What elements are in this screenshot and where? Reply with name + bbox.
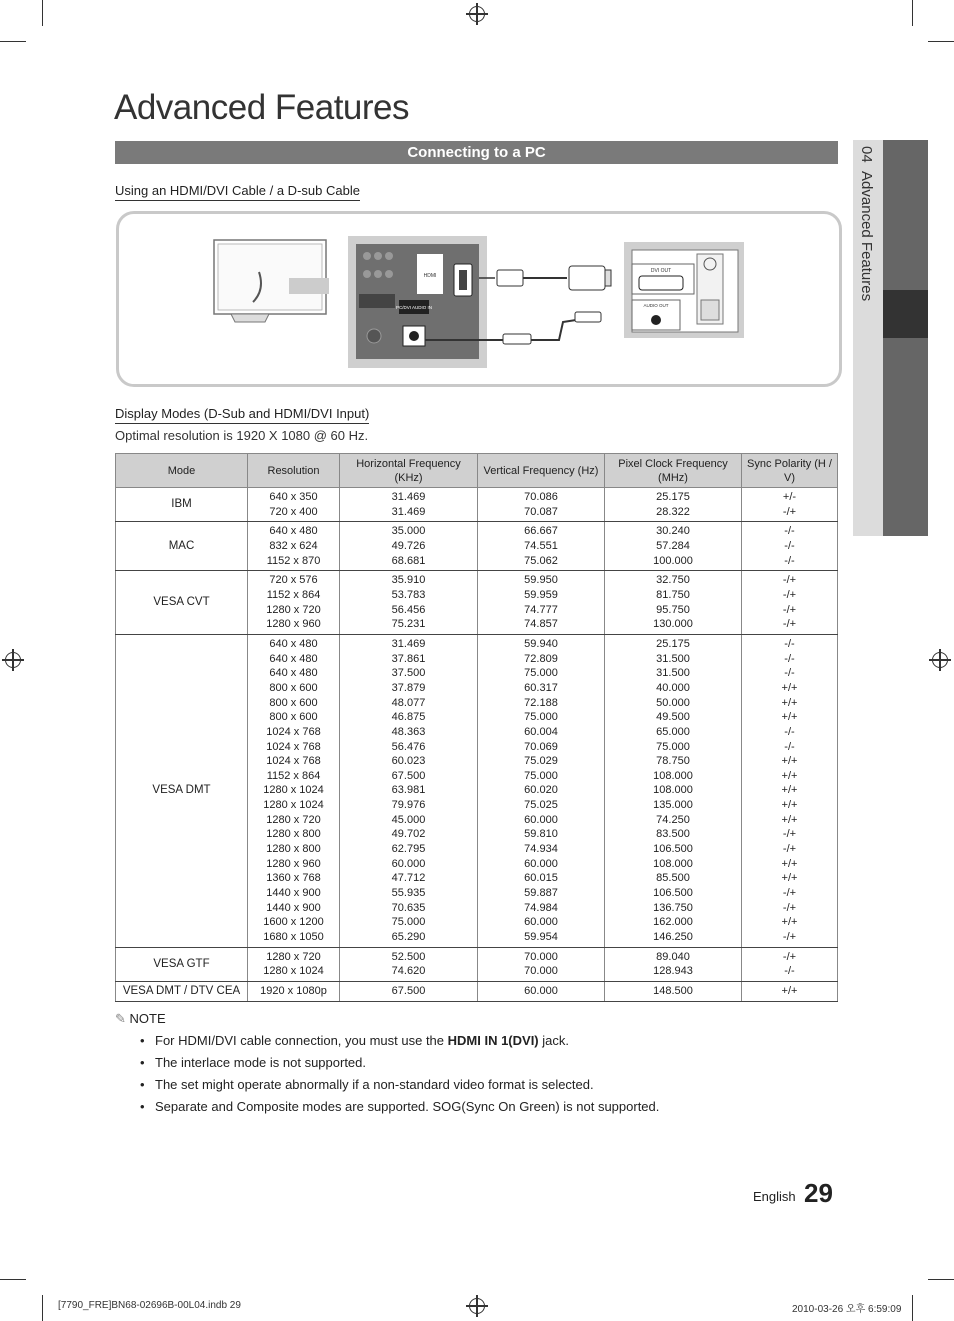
cell-value: 59.940	[524, 637, 558, 650]
cell-value: 1024 x 768	[266, 755, 321, 768]
cell-value: 1280 x 720	[266, 813, 321, 826]
table-row	[116, 522, 838, 571]
cell-value: -/+	[782, 618, 797, 631]
side-tab-number: 04	[858, 146, 875, 163]
cell-value: 1280 x 960	[266, 857, 321, 870]
cell-value: 640 x 480	[269, 667, 318, 680]
cell-value: 49.500	[656, 711, 690, 724]
cell-value: -/-	[784, 965, 795, 978]
cell-value: 70.086	[524, 491, 558, 503]
pc-audio-out-label: AUDIO OUT	[643, 303, 669, 308]
cell-value: 60.317	[524, 681, 558, 694]
crop-mark	[928, 1279, 954, 1280]
cell-value: 1680 x 1050	[263, 931, 324, 944]
pencil-icon: ✎	[115, 1011, 126, 1026]
mode-cell: VESA DMT	[116, 634, 248, 947]
cell-value: -/+	[782, 901, 797, 914]
cell-value: +/+	[781, 916, 798, 929]
note-item: • Separate and Composite modes are supported. SOG(Sync On Green) is not supported.	[140, 1098, 659, 1120]
vertical-frequency-cell	[478, 634, 605, 947]
mode-cell: MAC	[116, 522, 248, 571]
cell-value: +/+	[781, 755, 798, 768]
cell-value: 75.000	[524, 711, 558, 724]
cell-value: 640 x 480	[269, 525, 318, 538]
subheading-display-modes: Display Modes (D-Sub and HDMI/DVI Input)	[115, 406, 369, 424]
note-heading	[115, 1011, 166, 1027]
table-row	[116, 982, 838, 1002]
cell-value: -/+	[782, 931, 797, 944]
cell-value: 59.950	[524, 574, 558, 587]
table-row	[116, 947, 838, 981]
cell-value: +/+	[781, 696, 798, 709]
cell-value: 67.500	[391, 769, 426, 782]
header-vertical-frequency: Vertical Frequency (Hz)	[478, 454, 605, 488]
table-header-row	[116, 454, 838, 488]
cell-value: +/+	[781, 872, 798, 885]
table-row	[116, 571, 838, 635]
cell-value: 60.000	[524, 813, 558, 826]
cell-value: 66.667	[524, 525, 558, 538]
cell-value: 62.795	[391, 843, 426, 856]
cell-value: 75.029	[524, 755, 558, 768]
cell-value: 56.476	[391, 740, 426, 753]
cell-value: 31.469	[391, 637, 426, 650]
mode-cell: IBM	[116, 488, 248, 522]
cell-value: 800 x 600	[269, 696, 318, 709]
cell-value: 57.284	[656, 539, 690, 552]
section-title-bar: Connecting to a PC	[115, 141, 838, 164]
cell-value: 78.750	[656, 755, 690, 768]
vertical-frequency-cell	[478, 947, 605, 981]
cell-value: -/-	[784, 525, 795, 538]
cell-value: 83.500	[656, 828, 690, 841]
cell-value: 70.000	[524, 950, 558, 963]
cell-value: 32.750	[656, 574, 690, 587]
cell-value: 47.712	[391, 872, 426, 885]
cell-value: 60.004	[524, 725, 558, 738]
cell-value: +/+	[781, 681, 798, 694]
cell-value: +/+	[781, 769, 798, 782]
cell-value: -/+	[782, 505, 797, 518]
cell-value: -/-	[784, 539, 795, 552]
cell-value: 37.879	[391, 681, 426, 694]
cell-value: 60.000	[391, 857, 426, 870]
cell-value: 50.000	[656, 696, 690, 709]
cell-value: 75.000	[524, 667, 558, 680]
crop-mark	[912, 0, 913, 26]
cell-value: 60.000	[524, 857, 558, 870]
cell-value: 100.000	[653, 554, 693, 567]
cell-value: 37.861	[391, 652, 426, 665]
cell-value: 75.062	[524, 554, 558, 567]
subheading-cable: Using an HDMI/DVI Cable / a D-sub Cable	[115, 183, 360, 201]
cell-value: +/-	[782, 491, 797, 503]
cell-value: 1280 x 800	[266, 828, 321, 841]
crop-mark	[42, 0, 43, 26]
cell-value: -/+	[782, 843, 797, 856]
cell-value: 25.175	[656, 637, 690, 650]
sync-polarity-cell	[742, 571, 838, 635]
cell-value: 1440 x 900	[266, 901, 321, 914]
table-body	[116, 488, 838, 1002]
cell-value: 1280 x 720	[266, 950, 321, 963]
pc-dvi-out-label: DVI OUT	[650, 268, 672, 274]
cell-value: 128.943	[653, 965, 693, 978]
header-pixel-clock: Pixel Clock Frequency (MHz)	[605, 454, 742, 488]
pixel-clock-cell	[605, 634, 742, 947]
cell-value: 35.000	[391, 525, 426, 538]
cell-value: 106.500	[653, 843, 693, 856]
cell-value: 1152 x 870	[266, 554, 321, 567]
cell-value: 1360 x 768	[266, 872, 321, 885]
cell-value: 37.500	[391, 667, 426, 680]
cell-value: 31.500	[656, 667, 690, 680]
cell-value: -/+	[782, 588, 797, 601]
tv-icon	[214, 240, 329, 322]
horizontal-frequency-cell	[340, 488, 478, 522]
cell-value: 81.750	[656, 588, 690, 601]
cell-value: 59.954	[524, 931, 558, 944]
cell-value: 25.175	[656, 491, 690, 503]
note-item: • The set might operate abnormally if a non-standard video format is selected.	[140, 1076, 659, 1098]
crop-mark	[928, 41, 954, 42]
cell-value: 74.857	[524, 618, 558, 631]
cell-value: 1024 x 768	[266, 740, 321, 753]
cell-value: 31.500	[656, 652, 690, 665]
display-modes-table	[115, 453, 838, 1002]
cell-value: -/+	[782, 950, 797, 963]
cell-value: 162.000	[653, 916, 693, 929]
vertical-frequency-cell	[478, 571, 605, 635]
cell-value: 74.250	[656, 813, 690, 826]
cell-value: -/-	[784, 652, 795, 665]
cell-value: 52.500	[391, 950, 426, 963]
cell-value: 60.000	[524, 916, 558, 929]
cell-value: 1280 x 1024	[263, 784, 324, 797]
cell-value: -/-	[784, 725, 795, 738]
cell-value: 1024 x 768	[266, 725, 321, 738]
header-mode: Mode	[116, 454, 248, 488]
cell-value: 49.726	[391, 539, 426, 552]
cell-value: +/+	[781, 799, 798, 812]
header-horizontal-frequency: Horizontal Frequency (KHz)	[340, 454, 478, 488]
pc-icon	[624, 242, 744, 338]
mode-cell: VESA GTF	[116, 947, 248, 981]
cell-value: -/-	[784, 637, 795, 650]
pixel-clock-cell	[605, 982, 742, 1002]
resolution-cell	[248, 982, 340, 1002]
cell-value: 46.875	[391, 711, 426, 724]
horizontal-frequency-cell	[340, 982, 478, 1002]
cell-value: -/+	[782, 603, 797, 616]
horizontal-frequency-cell	[340, 634, 478, 947]
registration-mark-icon	[469, 1298, 485, 1314]
cell-value: 74.934	[524, 843, 558, 856]
cell-value: 68.681	[391, 554, 426, 567]
cell-value: 832 x 624	[269, 539, 318, 552]
connection-diagram	[116, 211, 842, 387]
cell-value: 75.000	[524, 769, 558, 782]
crop-mark	[0, 41, 26, 42]
registration-mark-icon	[469, 6, 485, 22]
cell-value: 146.250	[653, 931, 693, 944]
cell-value: 720 x 400	[269, 505, 318, 518]
cell-value: 75.231	[391, 618, 426, 631]
cell-value: 148.500	[653, 985, 693, 997]
cell-value: 1152 x 864	[266, 588, 321, 601]
optimal-resolution-text: Optimal resolution is 1920 X 1080 @ 60 Hz.	[115, 428, 369, 443]
crop-mark	[0, 1279, 26, 1280]
sync-polarity-cell	[742, 488, 838, 522]
sync-polarity-cell	[742, 634, 838, 947]
cell-value: 56.456	[391, 603, 426, 616]
cell-value: 70.000	[524, 965, 558, 978]
mode-cell: VESA DMT / DTV CEA	[116, 982, 248, 1002]
cell-value: 60.015	[524, 872, 558, 885]
cell-value: 106.500	[653, 887, 693, 900]
cell-value: 1440 x 900	[266, 887, 321, 900]
cell-value: 108.000	[653, 857, 693, 870]
crop-mark	[912, 1295, 913, 1321]
page-title: Advanced Features	[114, 88, 410, 127]
cell-value: 59.887	[524, 887, 558, 900]
sync-polarity-cell	[742, 947, 838, 981]
pixel-clock-cell	[605, 571, 742, 635]
cell-value: -/-	[784, 554, 795, 567]
cell-value: 1280 x 720	[266, 603, 321, 616]
cell-value: 60.000	[524, 985, 558, 997]
registration-mark-icon	[932, 652, 948, 668]
cell-value: 75.025	[524, 799, 558, 812]
cell-value: 1280 x 1024	[263, 965, 324, 978]
vertical-frequency-cell	[478, 982, 605, 1002]
pixel-clock-cell	[605, 488, 742, 522]
cell-value: 55.935	[391, 887, 426, 900]
cell-value: +/+	[781, 711, 798, 724]
resolution-cell	[248, 571, 340, 635]
vertical-frequency-cell	[478, 488, 605, 522]
tv-hdmi-label: HDMI	[423, 273, 437, 279]
table-row	[116, 634, 838, 947]
cell-value: 74.777	[524, 603, 558, 616]
cell-value: 67.500	[391, 985, 426, 997]
pixel-clock-cell	[605, 947, 742, 981]
cell-value: 35.910	[391, 574, 426, 587]
tv-pc-audio-label: PC/DVI AUDIO IN	[395, 305, 433, 310]
note-item: • For HDMI/DVI cable connection, you must use the HDMI IN 1(DVI) jack.	[140, 1032, 659, 1054]
side-tab-block	[883, 338, 928, 536]
cell-value: 59.810	[524, 828, 558, 841]
cell-value: 130.000	[653, 618, 693, 631]
cell-value: 79.976	[391, 799, 426, 812]
cell-value: 48.363	[391, 725, 426, 738]
resolution-cell	[248, 634, 340, 947]
cell-value: 49.702	[391, 828, 426, 841]
header-sync-polarity: Sync Polarity (H / V)	[742, 454, 838, 488]
pixel-clock-cell	[605, 522, 742, 571]
cell-value: +/+	[781, 985, 798, 997]
cell-value: 72.809	[524, 652, 558, 665]
cell-value: 75.000	[656, 740, 690, 753]
cell-value: 48.077	[391, 696, 426, 709]
cell-value: 108.000	[653, 769, 693, 782]
cell-value: 63.981	[391, 784, 426, 797]
side-tab-text: Advanced Features	[858, 171, 875, 302]
side-tab-block	[883, 140, 928, 290]
cell-value: 31.469	[391, 505, 426, 518]
note-item: • The interlace mode is not supported.	[140, 1054, 659, 1076]
cell-value: -/-	[784, 667, 795, 680]
cell-value: 53.783	[391, 588, 426, 601]
cell-value: -/+	[782, 828, 797, 841]
cell-value: 65.000	[656, 725, 690, 738]
crop-mark	[42, 1295, 43, 1321]
cell-value: 800 x 600	[269, 711, 318, 724]
cell-value: 60.020	[524, 784, 558, 797]
cell-value: 135.000	[653, 799, 693, 812]
cell-value: 89.040	[656, 950, 690, 963]
cell-value: 74.984	[524, 901, 558, 914]
page-number: 29	[804, 1178, 833, 1208]
cell-value: -/-	[784, 740, 795, 753]
cell-value: 72.188	[524, 696, 558, 709]
cell-value: 31.469	[391, 491, 426, 503]
table-row	[116, 488, 838, 522]
cell-value: 720 x 576	[269, 574, 318, 587]
cell-value: 65.290	[391, 931, 426, 944]
cell-value: 1600 x 1200	[263, 916, 324, 929]
cell-value: 95.750	[656, 603, 690, 616]
cell-value: 136.750	[653, 901, 693, 914]
side-tab-active-block	[883, 290, 928, 338]
cell-value: -/+	[782, 887, 797, 900]
horizontal-frequency-cell	[340, 947, 478, 981]
note-title: NOTE	[129, 1011, 166, 1026]
cell-value: 85.500	[656, 872, 690, 885]
hdmi-dvi-cable	[479, 266, 611, 290]
cell-value: 1280 x 800	[266, 843, 321, 856]
cell-value: 1152 x 864	[266, 769, 321, 782]
resolution-cell	[248, 488, 340, 522]
side-tab-label	[858, 146, 875, 301]
cell-value: 30.240	[656, 525, 690, 538]
resolution-cell	[248, 522, 340, 571]
cell-value: 74.620	[391, 965, 426, 978]
sync-polarity-cell	[742, 522, 838, 571]
connection-diagram-illustration	[119, 214, 839, 384]
cell-value: 1280 x 1024	[263, 799, 324, 812]
horizontal-frequency-cell	[340, 522, 478, 571]
cell-value: 70.087	[524, 505, 558, 518]
cell-value: 640 x 480	[269, 637, 318, 650]
horizontal-frequency-cell	[340, 571, 478, 635]
cell-value: 70.069	[524, 740, 558, 753]
vertical-frequency-cell	[478, 522, 605, 571]
cell-value: 45.000	[391, 813, 426, 826]
mode-cell: VESA CVT	[116, 571, 248, 635]
cell-value: 40.000	[656, 681, 690, 694]
cell-value: 59.959	[524, 588, 558, 601]
cell-value: -/+	[782, 574, 797, 587]
registration-mark-icon	[5, 652, 21, 668]
cell-value: 108.000	[653, 784, 693, 797]
cell-value: 60.023	[391, 755, 426, 768]
cell-value: 640 x 350	[269, 491, 318, 503]
note-list	[140, 1032, 659, 1120]
cell-value: 75.000	[391, 916, 426, 929]
resolution-cell	[248, 947, 340, 981]
header-resolution: Resolution	[248, 454, 340, 488]
cell-value: 1920 x 1080p	[260, 985, 327, 997]
cell-value: 640 x 480	[269, 652, 318, 665]
cell-value: 70.635	[391, 901, 426, 914]
print-file-info: [7790_FRE]BN68-02696B-00L04.indb 29	[58, 1300, 241, 1311]
cell-value: +/+	[781, 784, 798, 797]
footer-language: English	[753, 1189, 796, 1204]
cell-value: 800 x 600	[269, 681, 318, 694]
cell-value: 28.322	[656, 505, 690, 518]
cell-value: +/+	[781, 813, 798, 826]
cell-value: 74.551	[524, 539, 558, 552]
cell-value: +/+	[781, 857, 798, 870]
print-timestamp: 2010-03-26 오후 6:59:09	[792, 1304, 902, 1315]
cell-value: 1280 x 960	[266, 618, 321, 631]
sync-polarity-cell	[742, 982, 838, 1002]
